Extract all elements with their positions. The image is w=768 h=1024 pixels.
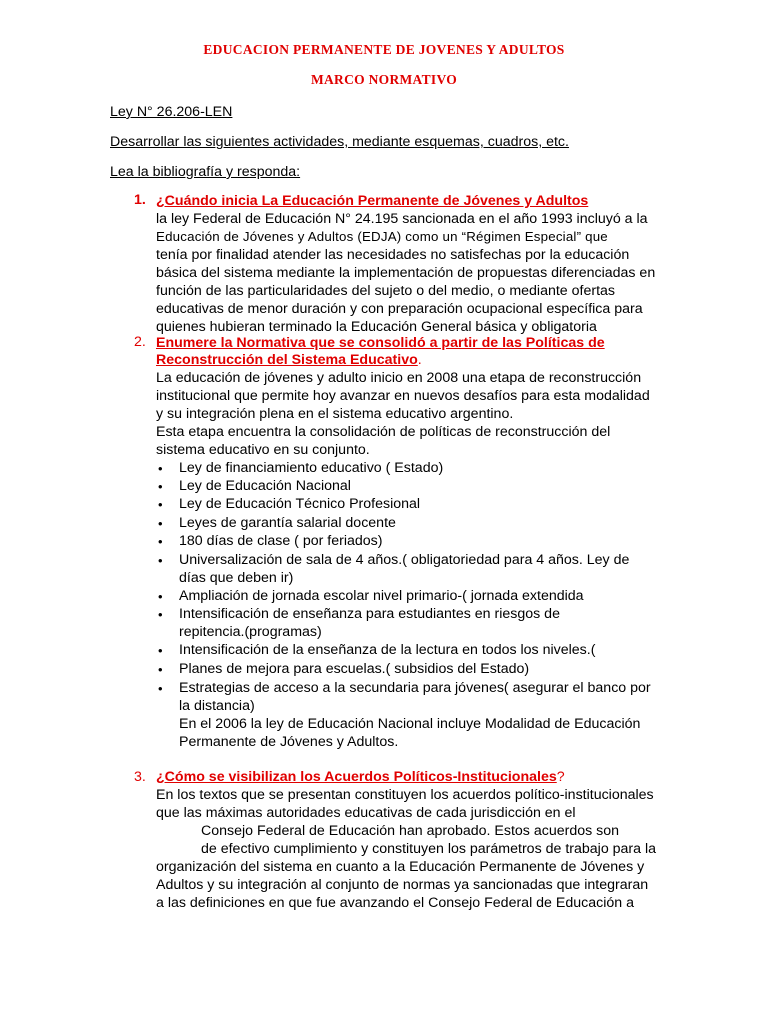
- question-2-period: .: [417, 352, 422, 368]
- q3-line: Consejo Federal de Educación han aprobado. Estos acuerdos son: [201, 823, 620, 839]
- bullet-icon: •: [158, 681, 163, 696]
- q2-line: Esta etapa encuentra la consolidación de políticas de reconstrucción del: [156, 424, 611, 440]
- read-prompt: Lea la bibliografía y responda:: [110, 164, 301, 180]
- list-item: Intensificación de la enseñanza de la lectura en todos los niveles.(: [179, 642, 596, 658]
- q1-line: educativas de menor duración y con preparación ocupacional específica para: [156, 301, 643, 317]
- list-item: Leyes de garantía salarial docente: [179, 515, 396, 531]
- list-item: 180 días de clase ( por feriados): [179, 533, 383, 549]
- question-2-title-text: Reconstrucción del Sistema Educativo: [156, 352, 418, 368]
- q1-line: quienes hubieran terminado la Educación General básica y obligatoria: [156, 319, 597, 335]
- law-reference: Ley N° 26.206-LEN: [110, 104, 233, 120]
- list-item: Ley de Educación Técnico Profesional: [179, 496, 421, 512]
- q2-line: y su integración plena en el sistema educativo argentino.: [156, 406, 514, 422]
- q1-line: básica del sistema mediante la implementación de propuestas diferenciadas en: [156, 265, 656, 281]
- list-item: Planes de mejora para escuelas.( subsidios del Estado): [179, 661, 530, 677]
- q3-line: En los textos que se presentan constituyen los acuerdos político-institucionales: [156, 787, 654, 803]
- bullet-icon: •: [158, 607, 163, 622]
- q1-line: tenía por finalidad atender las necesidades no satisfechas por la educación: [156, 247, 630, 263]
- document-subtitle: MARCO NORMATIVO: [310, 72, 458, 87]
- bullet-icon: •: [158, 534, 163, 549]
- list-item-continuation: Permanente de Jóvenes y Adultos.: [179, 734, 399, 750]
- q1-line: función de las particularidades del sujeto o del medio, o mediante ofertas: [156, 283, 616, 299]
- list-item: Ampliación de jornada escolar nivel primario-( jornada extendida: [179, 588, 584, 604]
- list-item-continuation: días que deben ir): [179, 570, 294, 586]
- q2-line: sistema educativo en su conjunto.: [156, 442, 370, 458]
- list-item: Ley de Educación Nacional: [179, 478, 351, 494]
- q3-line: organización del sistema en cuanto a la Educación Permanente de Jóvenes y: [156, 859, 645, 875]
- list-item: Estrategias de acceso a la secundaria para jóvenes( asegurar el banco por: [179, 680, 651, 696]
- bullet-icon: •: [158, 643, 163, 658]
- question-2-title-line2: [156, 351, 422, 369]
- list-item-continuation: repitencia.(programas): [179, 624, 322, 640]
- bullet-icon: •: [158, 516, 163, 531]
- list-item-continuation: En el 2006 la ley de Educación Nacional incluye Modalidad de Educación: [179, 716, 641, 732]
- question-3-title: [156, 768, 565, 786]
- question-1-title: ¿Cuándo inicia La Educación Permanente de Jóvenes y Adultos: [156, 193, 589, 209]
- q3-line: a las definiciones en que fue avanzando el Consejo Federal de Educación a: [156, 895, 634, 911]
- q2-line: La educación de jóvenes y adulto inicio en 2008 una etapa de reconstrucción: [156, 370, 642, 386]
- question-3-mark: ?: [556, 769, 565, 785]
- list-item: Ley de financiamiento educativo ( Estado): [179, 460, 444, 476]
- question-1-number: 1.: [134, 192, 146, 208]
- q3-line: Adultos y su integración al conjunto de normas ya sancionadas que integraran: [156, 877, 649, 893]
- list-item: Universalización de sala de 4 años.( obligatoriedad para 4 años. Ley de: [179, 552, 630, 568]
- q3-line: de efectivo cumplimiento y constituyen los parámetros de trabajo para la: [201, 841, 657, 857]
- question-2-title-line1: Enumere la Normativa que se consolidó a partir de las Políticas de: [156, 335, 605, 351]
- q1-line: Educación de Jóvenes y Adultos (EDJA) como un “Régimen Especial” que: [156, 229, 608, 244]
- bullet-icon: •: [158, 497, 163, 512]
- bullet-icon: •: [158, 479, 163, 494]
- question-2-number: 2.: [134, 334, 146, 350]
- q2-line: institucional que permite hoy avanzar en nuevos desafíos para esta modalidad: [156, 388, 650, 404]
- q1-line: la ley Federal de Educación N° 24.195 sancionada en el año 1993 incluyó a la: [156, 211, 648, 227]
- document-title: EDUCACION PERMANENTE DE JOVENES Y ADULTOS: [203, 42, 565, 57]
- bullet-icon: •: [158, 662, 163, 677]
- bullet-icon: •: [158, 589, 163, 604]
- instructions: Desarrollar las siguientes actividades, mediante esquemas, cuadros, etc.: [110, 134, 569, 150]
- q3-line: que las máximas autoridades educativas de cada jurisdicción en el: [156, 805, 576, 821]
- question-3-title-text: ¿Cómo se visibilizan los Acuerdos Políticos-Institucionales: [156, 769, 557, 785]
- list-item-continuation: la distancia): [179, 698, 255, 714]
- list-item: Intensificación de enseñanza para estudiantes en riesgos de: [179, 606, 560, 622]
- question-3-number: 3.: [134, 769, 146, 785]
- bullet-icon: •: [158, 553, 163, 568]
- bullet-icon: •: [158, 461, 163, 476]
